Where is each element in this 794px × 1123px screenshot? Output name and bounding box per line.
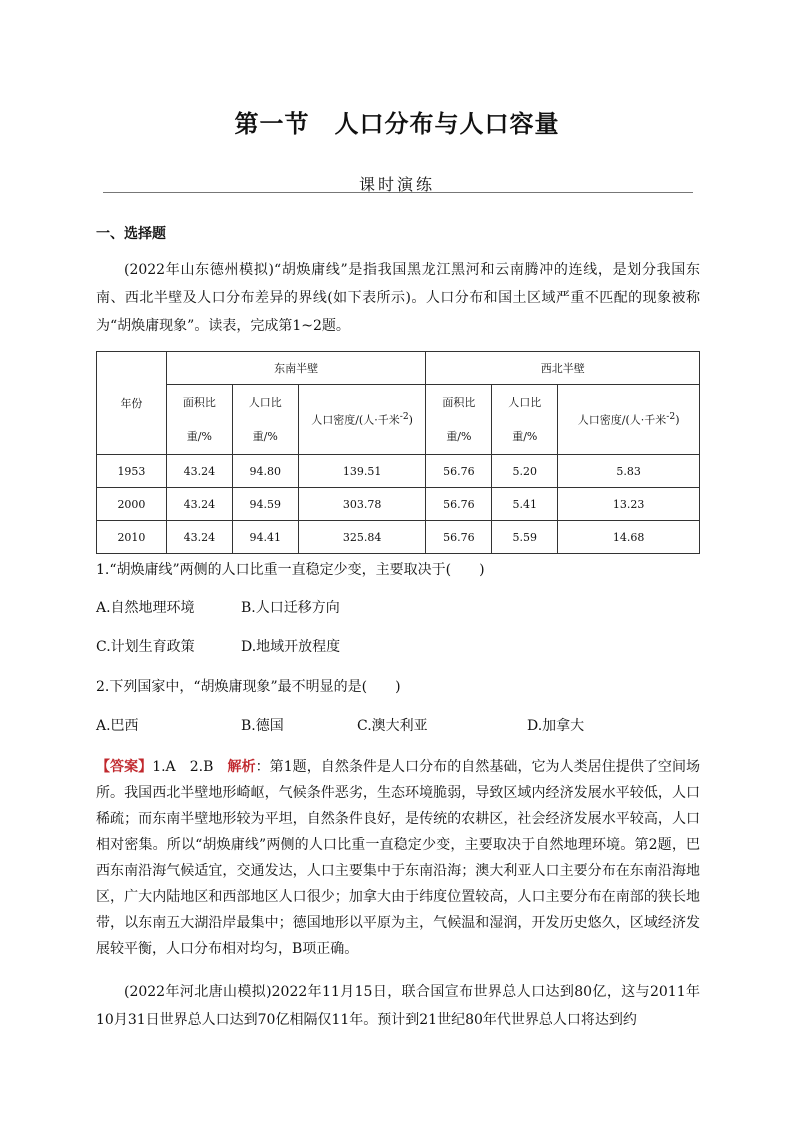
table-cell: 56.76 xyxy=(426,455,492,488)
table-cell: 325.84 xyxy=(298,521,426,554)
header-text: 重/% xyxy=(512,429,538,443)
population-table xyxy=(96,351,700,554)
nw-pop-header xyxy=(492,385,558,455)
next-intro-paragraph: (2022年河北唐山模拟)2022年11月15日，联合国宣布世界总人口达到80亿，这与2011年10月31日世界总人口达到70亿相隔仅11年。预计到21世纪80年代世界总人口将达到约 xyxy=(96,984,700,1028)
table-cell: 56.76 xyxy=(426,488,492,521)
page-subtitle: 课时演练 xyxy=(358,175,435,194)
se-area-header xyxy=(166,385,232,455)
table-cell: 303.78 xyxy=(298,488,426,521)
table-cell: 94.59 xyxy=(232,488,298,521)
question-2-option-d[interactable]: D.加拿大 xyxy=(527,718,585,734)
analysis-text: ：第1题，自然条件是人口分布的自然基础，它为人类居住提供了空间场所。我国西北半壁地形崎岖，气候条件恶劣，生态环境脆弱，导致区域内经济发展水平较低，人口稀疏；而东南半壁地形较为平坦，自然条件良好，是传统的农耕区，社会经济发展水平较高，人口相对密集。所以“胡焕庸线”两侧的人口比重一直稳定少变，主要取决于自然地理环境。第2题，巴西东南沿海气候适宜，交通发达，人口主要集中于东南沿海；澳大利亚人口主要分布在东南沿海地区，广大内陆地区和西部地区人口很少；加拿大由于纬度位置较高，人口主要分布在南部的狭长地带，以东南五大湖沿岸最集中；德国地形以平原为主，气候温和湿润，开发历史悠久，区域经济发展较平衡，人口分布相对均匀，B项正确。 xyxy=(96,759,701,957)
table-cell: 14.68 xyxy=(558,521,700,554)
table-row xyxy=(97,488,700,521)
nw-density-header xyxy=(558,385,700,455)
header-text: 人口比 xyxy=(248,395,282,409)
header-sup: -2 xyxy=(666,411,676,423)
question-1: 1.“胡焕庸线”两侧的人口比重一直稳定少变，主要取决于( ) xyxy=(96,562,485,578)
se-pop-header xyxy=(232,385,298,455)
table-cell: 56.76 xyxy=(426,521,492,554)
table-cell: 2000 xyxy=(97,488,167,521)
table-row xyxy=(97,521,700,554)
question-2-option-b[interactable]: B.德国 xyxy=(241,718,284,734)
answer-values: 1.A 2.B xyxy=(152,759,228,775)
header-text: ) xyxy=(675,413,680,427)
answer-tag: 【答案】 xyxy=(96,759,153,775)
table-cell: 43.24 xyxy=(166,521,232,554)
header-text: 重/% xyxy=(446,429,472,443)
question-1-option-b[interactable]: B.人口迁移方向 xyxy=(241,600,340,616)
year-header: 年份 xyxy=(97,352,167,455)
question-2-option-a[interactable]: A.巴西 xyxy=(96,718,139,734)
table-cell: 5.41 xyxy=(492,488,558,521)
question-2: 2.下列国家中，“胡焕庸现象”最不明显的是( ) xyxy=(96,679,401,695)
answer-block xyxy=(96,754,700,962)
question-2-option-c[interactable]: C.澳大利亚 xyxy=(357,718,428,734)
table-row xyxy=(97,455,700,488)
table-cell: 94.41 xyxy=(232,521,298,554)
table-cell: 5.59 xyxy=(492,521,558,554)
header-sup: -2 xyxy=(399,411,409,423)
header-text: 重/% xyxy=(186,429,212,443)
question-1-option-c[interactable]: C.计划生育政策 xyxy=(96,639,195,655)
section-heading: 一、选择题 xyxy=(96,226,166,242)
northwest-header: 西北半壁 xyxy=(426,352,700,385)
header-text: 人口密度/(人·千米 xyxy=(311,413,400,427)
se-density-header xyxy=(298,385,426,455)
question-1-option-a[interactable]: A.自然地理环境 xyxy=(96,600,195,616)
southeast-header: 东南半壁 xyxy=(166,352,426,385)
table-cell: 139.51 xyxy=(298,455,426,488)
header-text: 人口密度/(人·千米 xyxy=(577,413,667,427)
header-text: 重/% xyxy=(252,429,278,443)
intro-paragraph: (2022年山东德州模拟)“胡焕庸线”是指我国黑龙江黑河和云南腾冲的连线，是划分我国东南、西北半壁及人口分布差异的界线(如下表所示)。人口分布和国土区域严重不匹配的现象被称为“胡焕庸现象”。读表，完成第1~2题。 xyxy=(96,262,700,334)
table-cell: 2010 xyxy=(97,521,167,554)
nw-area-header xyxy=(426,385,492,455)
table-cell: 5.20 xyxy=(492,455,558,488)
analysis-label: 解析 xyxy=(227,759,256,775)
title-divider xyxy=(103,192,693,193)
header-text: 面积比 xyxy=(182,395,216,409)
header-text: 面积比 xyxy=(442,395,476,409)
table-cell: 1953 xyxy=(97,455,167,488)
table-cell: 13.23 xyxy=(558,488,700,521)
header-text: ) xyxy=(408,413,413,427)
table-cell: 94.80 xyxy=(232,455,298,488)
table-cell: 43.24 xyxy=(166,455,232,488)
page-title: 第一节 人口分布与人口容量 xyxy=(234,109,560,138)
table-cell: 5.83 xyxy=(558,455,700,488)
question-1-option-d[interactable]: D.地域开放程度 xyxy=(241,639,341,655)
table-cell: 43.24 xyxy=(166,488,232,521)
header-text: 人口比 xyxy=(508,395,542,409)
